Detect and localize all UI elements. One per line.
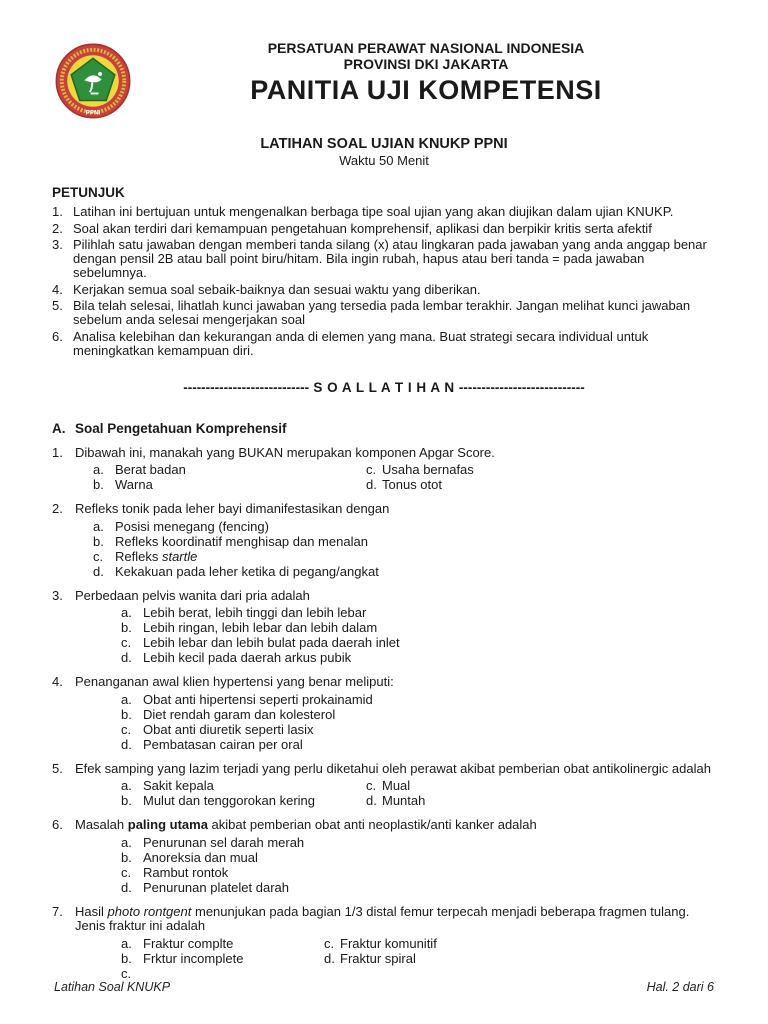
question-number: 1. [52, 444, 63, 460]
instruction-number: 1. [52, 204, 63, 219]
text-run: akibat pemberian obat anti neoplastik/anti kanker adalah [207, 817, 537, 832]
question-text [75, 446, 716, 461]
org-name-line2: PROVINSI DKI JAKARTA [343, 56, 509, 72]
petunjuk-heading: PETUNJUK [52, 185, 125, 200]
option-label: c. [324, 935, 335, 951]
question-5 [52, 762, 716, 809]
text-run: Obat anti hipertensi seperti prokainamid [143, 691, 373, 707]
question-number: 5. [52, 760, 63, 776]
question-3 [52, 589, 716, 666]
text-run: startle [161, 548, 198, 564]
option-label: d. [366, 477, 377, 492]
instruction-item-3 [52, 238, 716, 280]
option-text [143, 650, 351, 665]
divider-left-dashes: ---------------------------- [183, 379, 310, 395]
text-run: Fraktur komunitif [340, 935, 437, 951]
option-label: c. [121, 635, 132, 650]
text-run: paling utama [127, 817, 208, 832]
option-text [143, 793, 315, 808]
option-c [93, 549, 716, 564]
options-column-1 [93, 519, 716, 579]
option-b [121, 707, 716, 722]
options [75, 835, 716, 895]
question-7 [52, 905, 716, 981]
text-run: photo rontgent [107, 903, 192, 919]
text-run: Fraktur spiral [340, 950, 416, 966]
option-label: a. [121, 691, 132, 707]
text-run: Berat badan [115, 462, 186, 477]
option-text [143, 835, 304, 850]
header-text [136, 40, 716, 106]
option-text [340, 951, 416, 966]
option-label: b. [93, 533, 104, 549]
question-number: 6. [52, 817, 63, 832]
text-run: Sakit kepala [143, 778, 214, 793]
instruction-item-6 [52, 330, 716, 358]
options-column-1 [121, 778, 366, 808]
instruction-number: 6. [52, 328, 63, 344]
ppni-logo-icon [54, 42, 132, 120]
option-label: b. [121, 706, 132, 722]
text-run: Rambut rontok [143, 864, 229, 880]
question-number: 3. [52, 587, 63, 603]
options [75, 936, 716, 981]
option-a [121, 605, 716, 620]
option-text [382, 793, 425, 808]
option-b [93, 534, 716, 549]
options-column-1 [121, 692, 716, 752]
instruction-item-2 [52, 222, 716, 236]
options-column-2 [366, 462, 716, 492]
exam-title: LATIHAN SOAL UJIAN KNUKP PPNI [260, 136, 508, 152]
question-2 [52, 502, 716, 579]
option-label: a. [93, 462, 104, 477]
options-column-2 [366, 778, 716, 808]
option-c [324, 936, 716, 951]
org-name-line1: PERSATUAN PERAWAT NASIONAL INDONESIA [267, 40, 585, 56]
option-d [324, 951, 716, 966]
options-column-1 [121, 835, 716, 895]
option-text [143, 865, 228, 880]
question-body [75, 905, 716, 981]
question-text [75, 818, 716, 833]
option-text [143, 605, 366, 620]
options [75, 778, 716, 808]
option-label: b. [121, 849, 132, 865]
text-run: Dibawah ini, manakah yang BUKAN merupakan komponen Apgar Score. [75, 444, 495, 460]
option-c [366, 462, 716, 477]
text-run: Fraktur complte [143, 935, 234, 951]
option-label: a. [121, 935, 132, 951]
question-text [75, 589, 716, 604]
option-label: d. [121, 650, 132, 665]
options-column-2 [324, 936, 716, 981]
text-run: Penanganan awal klien hypertensi yang benar meliputi: [75, 674, 394, 689]
text-run: Lebih ringan, lebih lebar dan lebih dalam [143, 620, 378, 635]
question-text [75, 502, 716, 517]
options [75, 519, 716, 579]
instructions-list [52, 205, 716, 358]
question-number: 4. [52, 674, 63, 689]
footer [54, 980, 714, 994]
option-text [115, 462, 186, 477]
option-label: c. [121, 864, 132, 880]
option-text [115, 477, 153, 492]
instruction-text: Latihan ini bertujuan untuk mengenalkan berbaga tipe soal ujian yang akan diujikan dalam ujian KNUKP. [73, 204, 674, 219]
options [75, 462, 716, 492]
option-text [143, 692, 373, 707]
option-label: c. [121, 721, 132, 737]
text-run: Kekakuan pada leher ketika di pegang/angkat [115, 563, 379, 579]
question-body [75, 762, 716, 809]
question-number: 2. [52, 501, 63, 516]
divider-title: S O A L L A T I H A N [313, 379, 455, 395]
text-run: Lebih lebar dan lebih bulat pada daerah inlet [143, 635, 400, 650]
option-label: b. [93, 477, 104, 492]
text-run: Hasil [75, 903, 108, 919]
option-label: a. [121, 778, 132, 793]
question-6 [52, 818, 716, 895]
option-label: d. [366, 793, 377, 808]
option-text [382, 778, 410, 793]
option-text [115, 564, 379, 579]
option-c [121, 865, 716, 880]
divider-right-dashes: ---------------------------- [458, 379, 585, 395]
text-run: Lebih kecil pada daerah arkus pubik [143, 650, 352, 665]
option-label: d. [121, 879, 132, 895]
text-run: Efek samping yang lazim terjadi yang perlu diketahui oleh perawat akibat pemberian obat antikolinergic adalah [75, 760, 711, 776]
option-label: a. [121, 605, 132, 620]
option-d [366, 793, 716, 808]
question-4 [52, 675, 716, 752]
option-text [143, 737, 303, 752]
text-run: Frktur incomplete [143, 950, 244, 966]
option-text [115, 534, 368, 549]
option-text [143, 850, 258, 865]
question-body [75, 675, 716, 752]
instruction-text: Bila telah selesai, lihatlah kunci jawaban yang tersedia pada lembar terakhir. Jangan melihat kunci jawaban sebelum anda selesai mengerjakan soal [73, 298, 691, 327]
text-run: menunjukan pada bagian 1/3 distal femur terpecah menjadi beberapa fragmen tulang. Jenis fraktur ini adalah [75, 903, 690, 933]
option-c [121, 966, 324, 981]
option-b [93, 477, 366, 492]
options-column-1 [121, 936, 324, 981]
option-text [143, 707, 335, 722]
option-b [121, 951, 324, 966]
option-label: d. [121, 736, 132, 752]
option-b [121, 620, 716, 635]
text-run: Diet rendah garam dan kolesterol [143, 706, 336, 722]
question-body [75, 502, 716, 579]
option-text [382, 477, 442, 492]
option-text [143, 635, 400, 650]
option-label: c. [366, 778, 377, 793]
text-run: Mual [382, 778, 411, 793]
option-a [121, 936, 324, 951]
logo-label: PPNI [85, 109, 101, 117]
soal-latihan-divider [52, 380, 716, 395]
section-letter: A. [52, 420, 66, 436]
committee-title: PANITIA UJI KOMPETENSI [250, 75, 602, 105]
option-a [93, 519, 716, 534]
option-a [121, 835, 716, 850]
option-d [93, 564, 716, 579]
footer-document-name: Latihan Soal KNUKP [54, 980, 171, 994]
option-c [121, 722, 716, 737]
option-text [143, 936, 233, 951]
option-text [115, 519, 269, 534]
text-run: Refleks koordinatif menghisap dan menalan [115, 533, 368, 549]
text-run: Refleks tonik pada leher bayi dimanifestasikan dengan [75, 501, 390, 516]
text-run: Lebih berat, lebih tinggi dan lebih lebar [143, 605, 367, 620]
option-text [143, 722, 314, 737]
text-run: Posisi menegang (fencing) [115, 518, 269, 534]
instruction-item-4 [52, 283, 716, 297]
option-c [366, 778, 716, 793]
options-column-1 [121, 605, 716, 665]
questions-list [52, 446, 716, 981]
section-title: Soal Pengetahuan Komprehensif [75, 420, 287, 436]
footer-page-number: Hal. 2 dari 6 [646, 980, 714, 994]
option-d [121, 650, 716, 665]
exam-title-block [52, 136, 716, 168]
option-label: d. [324, 950, 335, 966]
question-text [75, 675, 716, 690]
question-text [75, 762, 716, 777]
instruction-text: Pilihlah satu jawaban dengan memberi tanda silang (x) atau lingkaran pada jawaban yang anda anggap benar dengan pensil 2B atau ball point biru/hitam. Bila ingin rubah, hapus atau beri tanda = pada jawaban sebelumnya. [73, 237, 707, 280]
header [52, 40, 716, 124]
text-run: Tonus otot [382, 477, 442, 492]
text-run: Mulut dan tenggorokan kering [143, 793, 316, 808]
text-run: Usaha bernafas [382, 462, 474, 477]
text-run: Obat anti diuretik seperti lasix [143, 721, 314, 737]
question-body [75, 446, 716, 493]
option-label: a. [93, 518, 104, 534]
option-label: d. [93, 563, 104, 579]
option-b [121, 850, 716, 865]
option-b [121, 793, 366, 808]
option-text [143, 880, 289, 895]
option-a [121, 692, 716, 707]
text-run: Penurunan sel darah merah [143, 834, 305, 850]
option-label: c. [121, 965, 132, 981]
instruction-text: Kerjakan semua soal sebaik-baiknya dan sesuai waktu yang diberikan. [73, 281, 481, 297]
text-run: Refleks [115, 548, 162, 564]
option-a [121, 778, 366, 793]
instruction-number: 3. [52, 237, 63, 252]
option-text [340, 936, 437, 951]
text-run: Warna [115, 477, 153, 492]
option-c [121, 635, 716, 650]
option-label: c. [93, 548, 104, 564]
instruction-text: Soal akan terdiri dari kemampuan pengetahuan komprehensif, aplikasi dan berpikir kritis serta afektif [73, 220, 652, 236]
section-heading [52, 421, 716, 436]
instruction-number: 2. [52, 220, 63, 236]
option-text [143, 778, 214, 793]
text-run: Anoreksia dan mual [143, 849, 258, 865]
options [75, 692, 716, 752]
option-label: b. [121, 793, 132, 808]
option-a [93, 462, 366, 477]
text-run: Masalah [75, 817, 128, 832]
option-d [366, 477, 716, 492]
instruction-text: Analisa kelebihan dan kekurangan anda di elemen yang mana. Buat strategi secara individual untuk meningkatkan kemampuan diri. [73, 328, 649, 358]
option-d [121, 880, 716, 895]
option-label: b. [121, 950, 132, 966]
exam-duration: Waktu 50 Menit [339, 153, 429, 168]
question-text [75, 905, 716, 934]
instruction-item-5 [52, 299, 716, 327]
question-1 [52, 446, 716, 493]
instruction-item-1 [52, 205, 716, 219]
option-label: a. [121, 834, 132, 850]
instruction-number: 4. [52, 281, 63, 297]
option-d [121, 737, 716, 752]
question-body [75, 589, 716, 666]
text-run: Perbedaan pelvis wanita dari pria adalah [75, 587, 310, 603]
option-label: b. [121, 620, 132, 635]
option-text [143, 620, 377, 635]
text-run: Penurunan platelet darah [143, 879, 290, 895]
instruction-number: 5. [52, 298, 63, 313]
options [75, 605, 716, 665]
text-run: Pembatasan cairan per oral [143, 736, 303, 752]
question-body [75, 818, 716, 895]
option-label: c. [366, 462, 377, 477]
question-number: 7. [52, 903, 63, 919]
options-column-1 [93, 462, 366, 492]
text-run: Muntah [382, 793, 426, 808]
option-text [115, 549, 197, 564]
option-text [382, 462, 474, 477]
option-text [143, 951, 243, 966]
